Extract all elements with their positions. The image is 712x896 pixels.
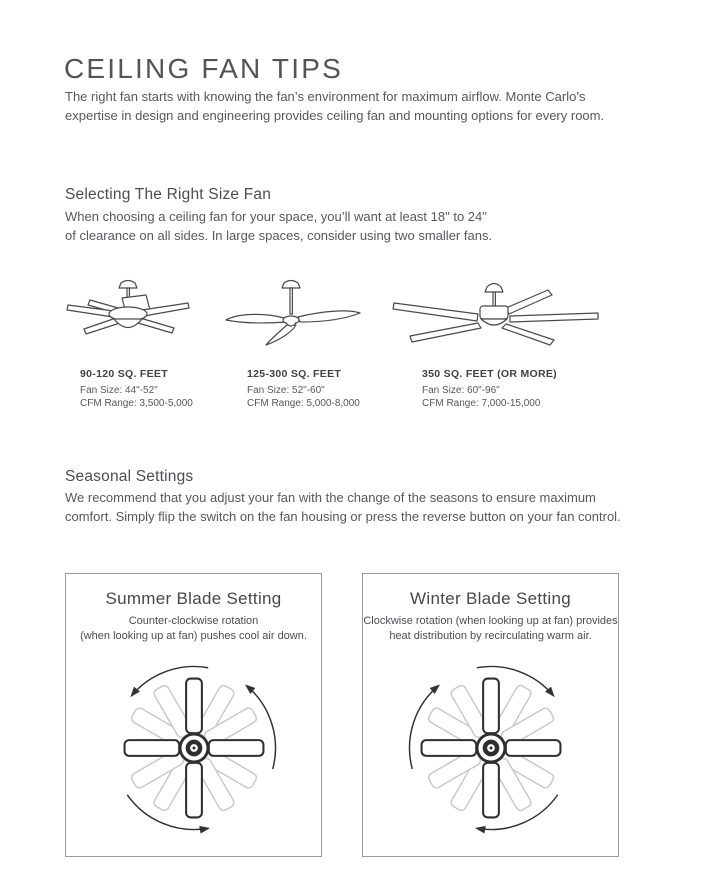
summer-card-description [66, 614, 321, 644]
sizing-line-2: of clearance on all sides. In large spaces, consider using two smaller fans. [65, 227, 493, 243]
intro-line-1: The right fan starts with knowing the fan’s environment for maximum airflow. Monte Carlo’s [65, 89, 586, 104]
fan-size-option-large [422, 368, 557, 411]
intro-line-2: expertise in design and engineering provides ceiling fan and mounting options for every room. [65, 107, 605, 123]
fan-hub [180, 734, 208, 762]
intro-paragraph [65, 88, 604, 125]
sizing-line-1: When choosing a ceiling fan for your space, you’ll want at least 18" to 24" [65, 209, 487, 224]
fan-size-value: Fan Size: 60"-96" [422, 384, 500, 396]
seasonal-line-2: comfort. Simply flip the switch on the fan housing or press the reverse button on your fan control. [65, 508, 621, 524]
sizing-section-heading: Selecting The Right Size Fan [65, 186, 272, 203]
summer-setting-card [65, 573, 322, 857]
fan-size-option-medium [247, 368, 360, 411]
seasonal-section-heading: Seasonal Settings [65, 468, 194, 485]
sizing-paragraph [65, 208, 492, 245]
winter-fan-diagram [391, 648, 591, 848]
seasonal-line-1: We recommend that you adjust your fan with the change of the seasons to ensure maximum [65, 490, 596, 505]
fan-size-option-small [80, 368, 193, 411]
page-title: CEILING FAN TIPS [64, 53, 343, 84]
room-size-label: 350 SQ. FEET (OR MORE) [422, 368, 557, 380]
summer-card-title: Summer Blade Setting [105, 589, 282, 608]
room-size-label: 125-300 SQ. FEET [247, 368, 342, 380]
room-size-label: 90-120 SQ. FEET [80, 368, 168, 380]
fan-size-value: Fan Size: 44"-52" [80, 384, 158, 396]
summer-desc-line-1: Counter-clockwise rotation [128, 615, 259, 627]
cfm-range-value: CFM Range: 7,000-15,000 [422, 398, 541, 409]
cfm-range-value: CFM Range: 3,500-5,000 [80, 398, 193, 409]
five-blade-fan-with-light-illustration-icon [62, 278, 194, 348]
fan-hub [477, 734, 505, 762]
winter-setting-card [362, 573, 619, 857]
summer-fan-diagram [94, 648, 294, 848]
winter-card-description [363, 614, 618, 644]
winter-desc-line-1: Clockwise rotation (when looking up at fan) provides [363, 615, 618, 627]
large-multi-blade-fan-illustration-icon [388, 280, 606, 358]
three-blade-fan-illustration-icon [220, 278, 366, 346]
summer-desc-line-2: (when looking up at fan) pushes cool air down. [80, 630, 307, 642]
cfm-range-value: CFM Range: 5,000-8,000 [247, 398, 360, 409]
winter-card-title: Winter Blade Setting [410, 589, 571, 608]
seasonal-paragraph [65, 489, 621, 526]
winter-desc-line-2: heat distribution by recirculating warm air. [389, 630, 592, 642]
fan-size-value: Fan Size: 52"-60" [247, 384, 325, 396]
